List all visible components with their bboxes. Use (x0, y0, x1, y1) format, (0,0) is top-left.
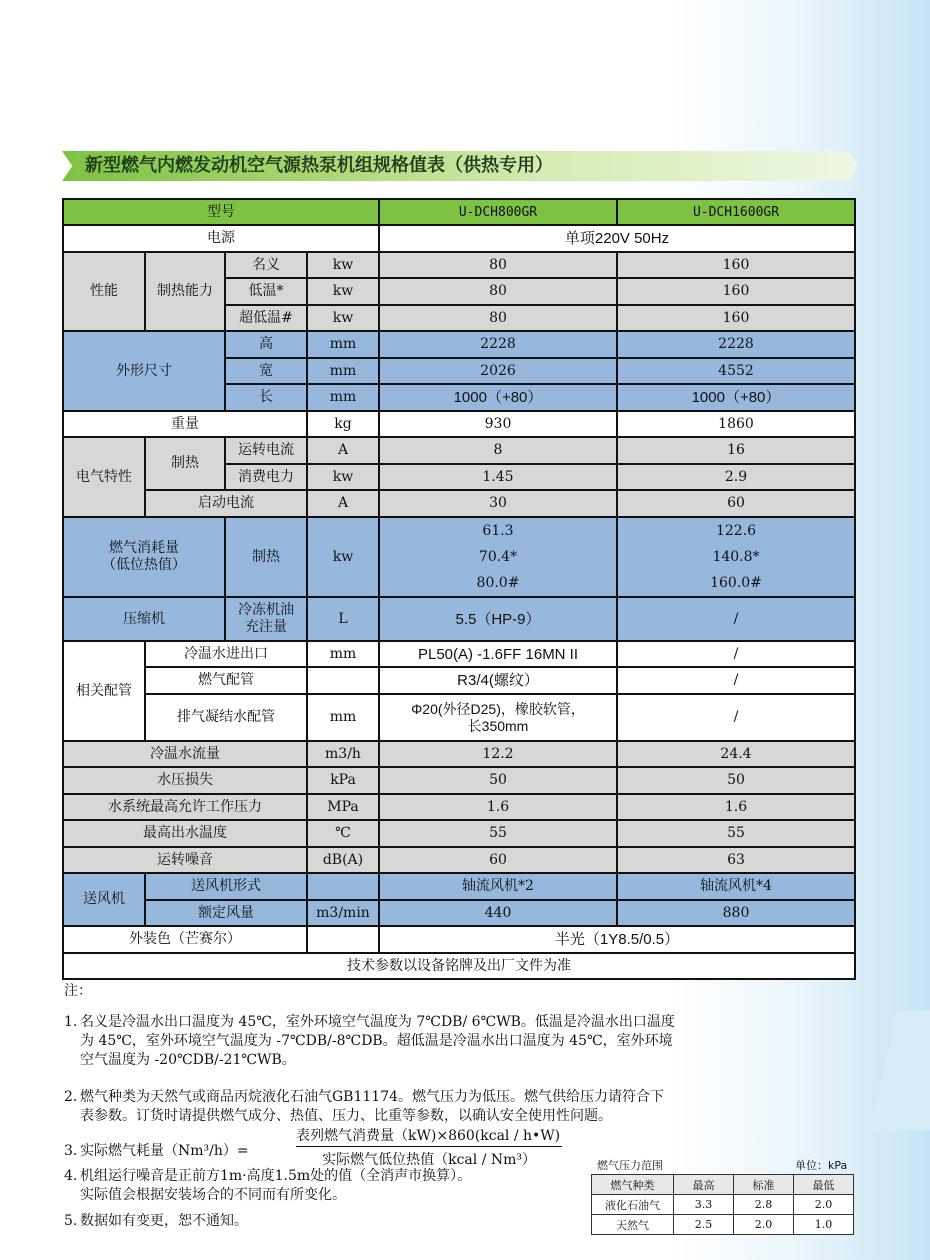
cell-value: 1.45 (379, 464, 617, 490)
gas-type-cell: 天然气 (592, 1215, 674, 1235)
cell-value: 8 (379, 437, 617, 464)
table-row (63, 900, 855, 926)
pressure-cell: 2.8 (734, 1195, 794, 1215)
unit-cell: kg (307, 411, 379, 437)
cell-value: PL50(A) -1.6FF 16MN II (379, 641, 617, 667)
unit-cell: m3/h (307, 741, 379, 767)
value-line: 80.0# (476, 575, 520, 591)
note-1 (64, 1013, 834, 1070)
row-label: 超低温# (225, 305, 307, 331)
row-label: 外装色（芒赛尔） (63, 926, 307, 953)
cell-value: / (617, 641, 855, 667)
cell-value: 50 (617, 767, 855, 794)
unit-cell: MPa (307, 794, 379, 820)
pressure-cell: 2.0 (734, 1215, 794, 1235)
column-header: 最低 (794, 1175, 854, 1195)
page-title: 新型燃气内燃发动机空气源热泵机组规格值表（供热专用） (85, 155, 553, 176)
cell-value: 5.5（HP-9） (379, 597, 617, 641)
row-label: 冷温水进出口 (145, 641, 307, 667)
pressure-cell: 1.0 (794, 1215, 854, 1235)
table-row (63, 517, 855, 597)
unit-cell (307, 873, 379, 900)
row-label: 启动电流 (145, 490, 307, 517)
table-row (63, 794, 855, 820)
formula-denominator: 实际燃气低位热值（kcal / Nm³） (322, 1152, 537, 1168)
cell-value (379, 517, 617, 597)
row-label: 排气凝结水配管 (145, 694, 307, 741)
note-line: 机组运行噪音是正前方1m·高度1.5m处的值（全消声市换算）。 (80, 1168, 472, 1184)
note-1-body (64, 1013, 824, 1070)
note-number: 5. (64, 1213, 78, 1229)
spec-table (62, 198, 856, 980)
cell-value: / (617, 667, 855, 694)
row-label: 名义 (225, 252, 307, 278)
cell-value: 160 (617, 252, 855, 278)
cell-value: 1000（+80） (617, 384, 855, 411)
group-label: 送风机 (63, 873, 145, 926)
model-name: U-DCH1600GR (617, 199, 855, 225)
row-label: 电源 (63, 225, 379, 252)
gas-table-unit: 单位：kPa (795, 1159, 848, 1172)
note-line: 数据如有变更，恕不通知。 (80, 1213, 248, 1229)
group-label: 压缩机 (63, 597, 225, 641)
row-label: 高 (225, 331, 307, 358)
table-row (63, 597, 855, 641)
gas-pressure-table (591, 1174, 854, 1235)
value-line: 140.8* (712, 549, 760, 565)
unit-cell: dB(A) (307, 847, 379, 873)
gas-table-header-row (592, 1175, 854, 1195)
note-number: 3. (64, 1143, 78, 1159)
table-row (63, 411, 855, 437)
table-row (63, 694, 855, 741)
group-label (63, 517, 225, 597)
row-label: 制热 (225, 517, 307, 597)
column-header: 最高 (674, 1175, 734, 1195)
cell-value: 轴流风机*2 (379, 873, 617, 900)
note-number: 2. (64, 1089, 78, 1105)
unit-cell (307, 926, 379, 953)
note-line: 实际燃气耗量（Nm³/h）= (80, 1143, 249, 1159)
table-row (63, 741, 855, 767)
table-row (63, 820, 855, 847)
row-label: 消费电力 (225, 464, 307, 490)
cell-value (379, 694, 617, 741)
group-label: 外形尺寸 (63, 331, 225, 411)
value-line: Φ20(外径D25)，橡胶软管， (411, 700, 585, 717)
cell-value: / (617, 597, 855, 641)
table-row (63, 847, 855, 873)
cell-value: 80 (379, 278, 617, 305)
cell-value (617, 517, 855, 597)
unit-cell: A (307, 437, 379, 464)
value-line: 61.3 (482, 523, 514, 539)
table-row (63, 667, 855, 694)
cell-value: 2.9 (617, 464, 855, 490)
cell-value: 60 (379, 847, 617, 873)
cell-value: R3/4(螺纹） (379, 667, 617, 694)
row-label: 低温* (225, 278, 307, 305)
row-label: 水压损失 (63, 767, 307, 794)
row-label (225, 597, 307, 641)
table-row (63, 331, 855, 358)
formula-numerator: 表列燃气消费量（kW)×860(kcal / h•W) (296, 1125, 562, 1147)
cell-value: 30 (379, 490, 617, 517)
table-footer: 技术参数以设备铭牌及出厂文件为准 (63, 953, 855, 979)
cell-value: 2026 (379, 358, 617, 384)
unit-cell: kw (307, 252, 379, 278)
cell-value: 1.6 (617, 794, 855, 820)
table-footer-row (63, 953, 855, 979)
table-row (63, 767, 855, 794)
unit-cell: mm (307, 358, 379, 384)
unit-cell: mm (307, 694, 379, 741)
gas-table-row (592, 1195, 854, 1215)
unit-cell: kw (307, 464, 379, 490)
unit-cell: mm (307, 331, 379, 358)
note-line: 空气温度为 -20℃DB/-21℃WB。 (80, 1052, 296, 1068)
cell-value: 80 (379, 305, 617, 331)
note-line: 为 45℃，室外环境空气温度为 -7℃DB/-8℃DB。超低温是冷温水出口温度为 45℃，室外环境 (80, 1033, 673, 1049)
cell-value: 16 (617, 437, 855, 464)
gas-table-title: 燃气压力范围 (597, 1159, 663, 1172)
group-label: 性能 (63, 252, 145, 331)
row-label: 运转噪音 (63, 847, 307, 873)
pressure-cell: 2.0 (794, 1195, 854, 1215)
table-row (63, 225, 855, 252)
cell-value: 1000（+80） (379, 384, 617, 411)
row-label: 长 (225, 384, 307, 411)
row-label: 水系统最高允许工作压力 (63, 794, 307, 820)
row-label-line: 冷冻机油 (238, 602, 294, 618)
cell-value: 4552 (617, 358, 855, 384)
gas-type-cell: 液化石油气 (592, 1195, 674, 1215)
gas-consumption-sublabel: （低位热值） (102, 557, 186, 573)
cell-value: 1.6 (379, 794, 617, 820)
cell-value: 930 (379, 411, 617, 437)
gas-consumption-label: 燃气消耗量 (109, 540, 179, 556)
table-header-row (63, 199, 855, 225)
cell-value: 12.2 (379, 741, 617, 767)
note-2 (64, 1088, 834, 1126)
unit-cell (307, 667, 379, 694)
row-label: 重量 (63, 411, 307, 437)
cell-value: 55 (617, 820, 855, 847)
value-line: 长350mm (467, 717, 529, 734)
cell-value: 2228 (379, 331, 617, 358)
unit-cell: L (307, 597, 379, 641)
group-sublabel: 制热 (145, 437, 225, 490)
model-label: 型号 (63, 199, 379, 225)
value-line: 122.6 (715, 523, 757, 539)
model-name: U-DCH800GR (379, 199, 617, 225)
group-sublabel: 制热能力 (145, 252, 225, 331)
cell-value: 半光（1Y8.5/0.5） (379, 926, 855, 953)
unit-cell: kPa (307, 767, 379, 794)
unit-cell: mm (307, 384, 379, 411)
group-label: 电气特性 (63, 437, 145, 517)
group-label: 相关配管 (63, 641, 145, 741)
pressure-cell: 3.3 (674, 1195, 734, 1215)
decorative-accent (870, 1010, 930, 1130)
value-line: 70.4* (478, 549, 518, 565)
unit-cell: A (307, 490, 379, 517)
table-row (63, 641, 855, 667)
cell-value: 880 (617, 900, 855, 926)
unit-cell: kw (307, 305, 379, 331)
notes-heading: 注： (64, 983, 92, 999)
table-row (63, 873, 855, 900)
row-label: 冷温水流量 (63, 741, 307, 767)
unit-cell: ℃ (307, 820, 379, 847)
note-line: 名义是冷温水出口温度为 45℃，室外环境空气温度为 7℃DB/ 6℃WB。低温是冷温水出口温度 (80, 1014, 675, 1030)
cell-value: 2228 (617, 331, 855, 358)
cell-value: 单项220V 50Hz (379, 225, 855, 252)
row-label: 运转电流 (225, 437, 307, 464)
table-row (63, 926, 855, 953)
row-label: 最高出水温度 (63, 820, 307, 847)
gas-formula-fraction (296, 1125, 562, 1169)
column-header: 标准 (734, 1175, 794, 1195)
cell-value: 160 (617, 305, 855, 331)
cell-value: 440 (379, 900, 617, 926)
cell-value: 55 (379, 820, 617, 847)
row-label: 额定风量 (145, 900, 307, 926)
unit-cell: m3/min (307, 900, 379, 926)
table-row (63, 437, 855, 464)
column-header: 燃气种类 (592, 1175, 674, 1195)
note-number: 1. (64, 1014, 78, 1030)
cell-value: 24.4 (617, 741, 855, 767)
row-label: 宽 (225, 358, 307, 384)
unit-cell: kw (307, 278, 379, 305)
cell-value: 1860 (617, 411, 855, 437)
note-2-body (64, 1088, 824, 1126)
unit-cell: kw (307, 517, 379, 597)
note-line: 燃气种类为天然气或商品丙烷液化石油气GB11174。燃气压力为低压。燃气供给压力请符合下 (80, 1089, 665, 1105)
cell-value: 160 (617, 278, 855, 305)
cell-value: 60 (617, 490, 855, 517)
pressure-cell: 2.5 (674, 1215, 734, 1235)
cell-value: / (617, 694, 855, 741)
value-line: 160.0# (710, 575, 762, 591)
unit-cell: mm (307, 641, 379, 667)
row-label: 燃气配管 (145, 667, 307, 694)
row-label: 送风机形式 (145, 873, 307, 900)
gas-table-row (592, 1215, 854, 1235)
cell-value: 50 (379, 767, 617, 794)
cell-value: 63 (617, 847, 855, 873)
row-label-line: 充注量 (245, 619, 287, 635)
note-line: 实际值会根据安装场合的不同而有所变化。 (80, 1187, 346, 1203)
table-row (63, 252, 855, 278)
table-row (63, 490, 855, 517)
note-number: 4. (64, 1168, 78, 1184)
cell-value: 80 (379, 252, 617, 278)
cell-value: 轴流风机*4 (617, 873, 855, 900)
note-line: 表参数。订货时请提供燃气成分、热值、压力、比重等参数，以确认安全使用性问题。 (80, 1108, 612, 1124)
